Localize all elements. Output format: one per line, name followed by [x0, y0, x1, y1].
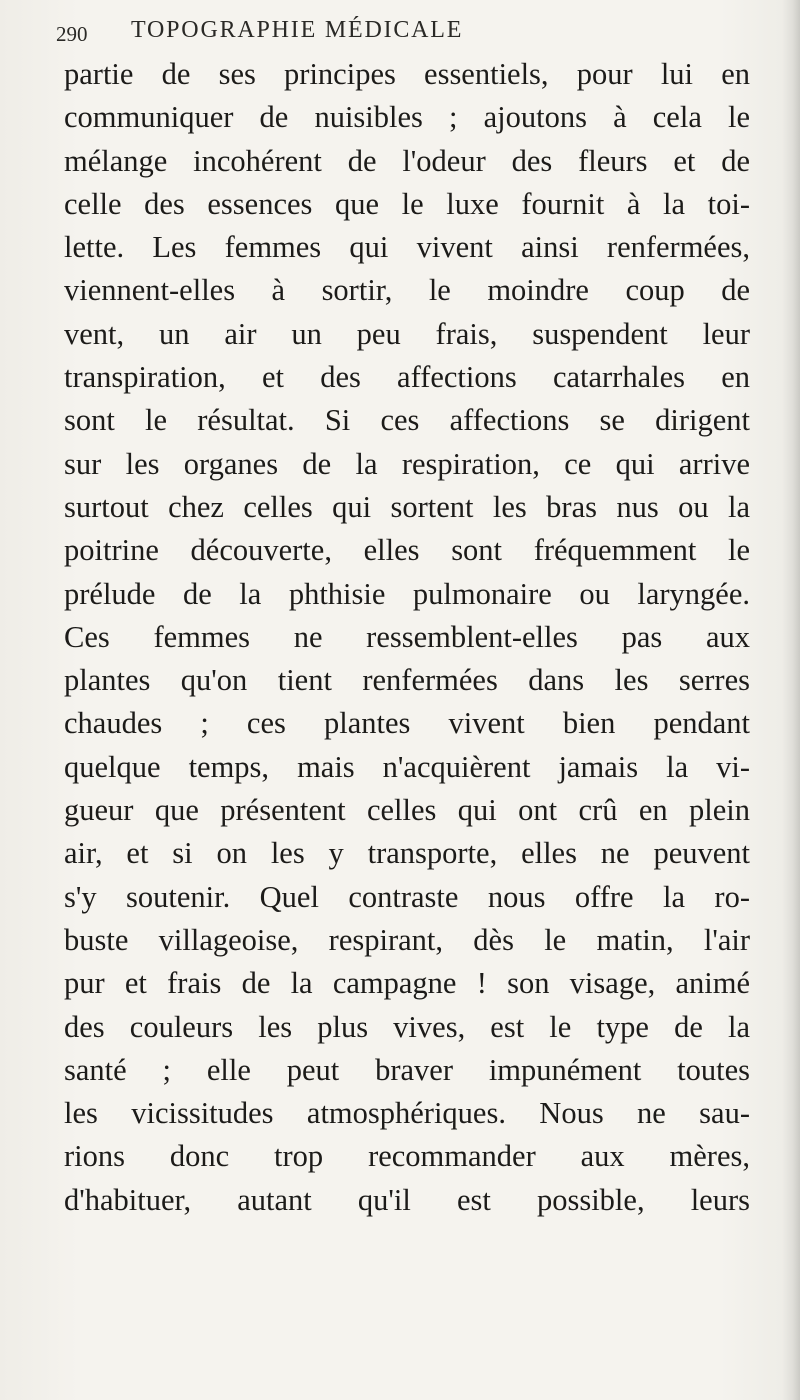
text-line: rions donc trop recommander aux mères, [64, 1139, 750, 1174]
text-line: des couleurs les plus vives, est le type de la [64, 1009, 750, 1044]
text-line: les vicissitudes atmosphériques. Nous ne sau- [64, 1096, 750, 1131]
text-line: s'y soutenir. Quel contraste nous offre la ro- [64, 879, 750, 914]
body-text [64, 53, 750, 1222]
text-line: viennent-elles à sortir, le moindre coup de [64, 273, 750, 308]
text-line: buste villageoise, respirant, dès le matin, l'air [64, 922, 750, 957]
running-head [56, 12, 756, 52]
text-line: Ces femmes ne ressemblent-elles pas aux [64, 619, 750, 654]
text-line: vent, un air un peu frais, suspendent leur [64, 316, 750, 351]
page-number: 290 [56, 22, 88, 46]
text-line: chaudes ; ces plantes vivent bien pendant [64, 706, 750, 741]
text-line: surtout chez celles qui sortent les bras nus ou la [64, 489, 750, 524]
text-line: celle des essences que le luxe fournit à la toi- [64, 186, 750, 221]
text-line: prélude de la phthisie pulmonaire ou laryngée. [64, 576, 750, 611]
text-line: lette. Les femmes qui vivent ainsi renfermées, [64, 230, 750, 265]
text-line: sont le résultat. Si ces affections se dirigent [64, 403, 750, 438]
text-line: mélange incohérent de l'odeur des fleurs et de [64, 143, 750, 178]
text-line: pur et frais de la campagne ! son visage, animé [64, 966, 750, 1001]
text-line: santé ; elle peut braver impunément toutes [64, 1052, 750, 1087]
running-title: TOPOGRAPHIE MÉDICALE [131, 17, 464, 43]
page-edge-shadow [782, 0, 800, 1400]
text-line: poitrine découverte, elles sont fréquemment le [64, 533, 750, 568]
text-line: plantes qu'on tient renfermées dans les serres [64, 663, 750, 698]
text-line: partie de ses principes essentiels, pour lui en [64, 57, 750, 91]
text-line: sur les organes de la respiration, ce qui arrive [64, 446, 750, 481]
text-line: transpiration, et des affections catarrhales en [64, 360, 750, 395]
text-line: air, et si on les y transporte, elles ne peuvent [64, 836, 750, 871]
text-line: communiquer de nuisibles ; ajoutons à cela le [64, 100, 750, 135]
text-line: gueur que présentent celles qui ont crû en plein [64, 793, 750, 828]
text-line: d'habituer, autant qu'il est possible, leurs [64, 1182, 750, 1217]
text-line: quelque temps, mais n'acquièrent jamais la vi- [64, 749, 750, 784]
